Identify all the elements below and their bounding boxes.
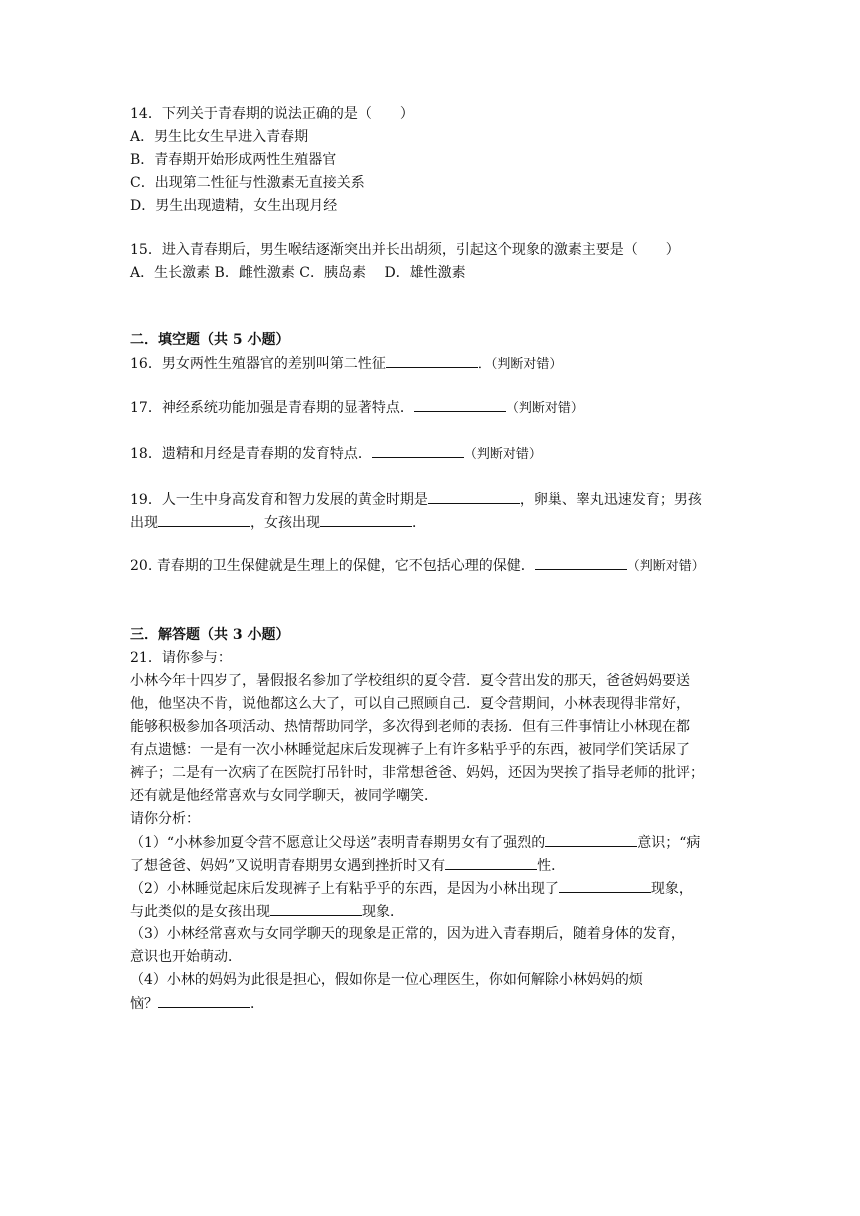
section-3-title: 三．解答题（共 3 小题） [130, 627, 290, 643]
question-15 [130, 239, 730, 285]
section-2-title: 二．填空题（共 5 小题） [130, 332, 290, 348]
answer-blank [428, 488, 520, 504]
question-14-option-b: B．青春期开始形成两性生殖器官 [130, 152, 337, 168]
question-14-option-a: A．男生比女生早进入青春期 [130, 129, 309, 145]
sub-question-2-line1 [130, 877, 730, 900]
answer-blank [372, 442, 464, 458]
question-18-text: 18．遗精和月经是青春期的发育特点． [130, 446, 372, 462]
question-17-text: 17．神经系统功能加强是青春期的显著特点． [130, 400, 414, 416]
answer-blank [559, 877, 651, 893]
question-19-part1: 19．人一生中身高发育和智力发展的黄金时期是 [130, 492, 428, 508]
sub-question-1-line2 [130, 854, 730, 877]
question-14-stem: 14．下列关于青春期的说法正确的是（ ） [130, 106, 414, 122]
section-2 [130, 329, 730, 375]
sub-question-4-text: 恼？ [130, 996, 158, 1012]
question-15-options: A．生长激素 B．雌性激素 C．胰岛素 D．雄性激素 [130, 265, 466, 281]
sub-question-2-text: （2）小林睡觉起床后发现裤子上有粘乎乎的东西，是因为小林出现了 [130, 881, 559, 897]
question-19-part3: 出现 [130, 515, 158, 531]
sub-question-2-tail2: 现象． [362, 904, 404, 920]
sub-question-4-line2 [130, 992, 730, 1015]
question-16-tail: ．（判断对错） [477, 357, 563, 372]
question-20-tail: （判断对错） [626, 559, 705, 574]
story-line: 小林今年十四岁了，暑假报名参加了学校组织的夏令营．夏令营出发的那天，爸爸妈妈要送 [130, 673, 690, 689]
question-19-part4: ，女孩出现 [250, 515, 320, 531]
story-line: 有点遗憾：一是有一次小林睡觉起床后发现裤子上有许多粘乎乎的东西，被同学们笑话尿了 [130, 742, 690, 758]
sub-question-1-tail2: 性． [537, 858, 566, 874]
answer-blank [545, 831, 637, 847]
story-line: 他，他坚决不肯，说他都这么大了，可以自己照顾自己．夏令营期间，小林表现得非常好， [130, 696, 690, 712]
question-14-option-d: D．男生出现遗精，女生出现月经 [130, 198, 338, 214]
story-line: 能够积极参加各项活动、热情帮助同学，多次得到老师的表扬．但有三件事情让小林现在都 [130, 719, 690, 735]
question-19-part2: ，卵巢、睾丸迅速发育；男孩 [519, 492, 702, 508]
sub-question-2-text2: 与此类似的是女孩出现 [130, 904, 270, 920]
sub-question-3-line1: （3）小林经常喜欢与女同学聊天的现象是正常的，因为进入青春期后，随着身体的发育， [130, 926, 685, 942]
answer-blank [414, 396, 506, 412]
sub-question-4-tail: ． [250, 996, 264, 1012]
sub-question-3-line2: 意识也开始萌动． [130, 949, 242, 965]
question-20-text: 20. 青春期的卫生保健就是生理上的保健，它不包括心理的保健． [130, 558, 535, 574]
question-18 [130, 442, 730, 465]
question-14-option-c: C．出现第二性征与性激素无直接关系 [130, 175, 365, 191]
question-17-tail: （判断对错） [505, 401, 584, 416]
question-19-part5: ． [412, 515, 426, 531]
question-17 [130, 396, 730, 419]
answer-blank [445, 854, 537, 870]
question-18-tail: （判断对错） [463, 447, 542, 462]
answer-blank [158, 992, 250, 1008]
question-15-stem: 15．进入青春期后，男生喉结逐渐突出并长出胡须，引起这个现象的激素主要是（ ） [130, 242, 680, 258]
story-line: 裤子；二是有一次病了在医院打吊针时，非常想爸爸、妈妈，还因为哭挨了指导老师的批评； [130, 765, 704, 781]
question-21-head: 21．请你参与： [130, 650, 232, 666]
question-19 [130, 488, 730, 534]
question-16 [130, 352, 730, 375]
answer-blank [535, 554, 627, 570]
question-16-text: 16．男女两性生殖器官的差别叫第二性征 [130, 356, 386, 372]
sub-question-1-text2: 了想爸爸、妈妈”又说明青春期男女遇到挫折时又有 [130, 858, 446, 874]
section-3 [130, 624, 730, 1015]
answer-blank [386, 352, 478, 368]
sub-question-1-tail: 意识；“病 [637, 835, 701, 851]
story-line: 还有就是他经常喜欢与女同学聊天，被同学嘲笑． [130, 788, 438, 804]
answer-blank [270, 900, 362, 916]
question-20 [130, 554, 730, 577]
sub-question-1-line1 [130, 831, 730, 854]
answer-blank [320, 511, 412, 527]
analyze-label: 请你分析： [130, 811, 200, 827]
question-14 [130, 103, 730, 218]
sub-question-4-line1: （4）小林的妈妈为此很是担心，假如你是一位心理医生，你如何解除小林妈妈的烦 [130, 972, 643, 988]
sub-question-1-text: （1）“小林参加夏令营不愿意让父母送”表明青春期男女有了强烈的 [130, 835, 546, 851]
answer-blank [158, 511, 250, 527]
sub-question-2-tail: 现象， [650, 881, 693, 897]
sub-question-2-line2 [130, 900, 730, 923]
